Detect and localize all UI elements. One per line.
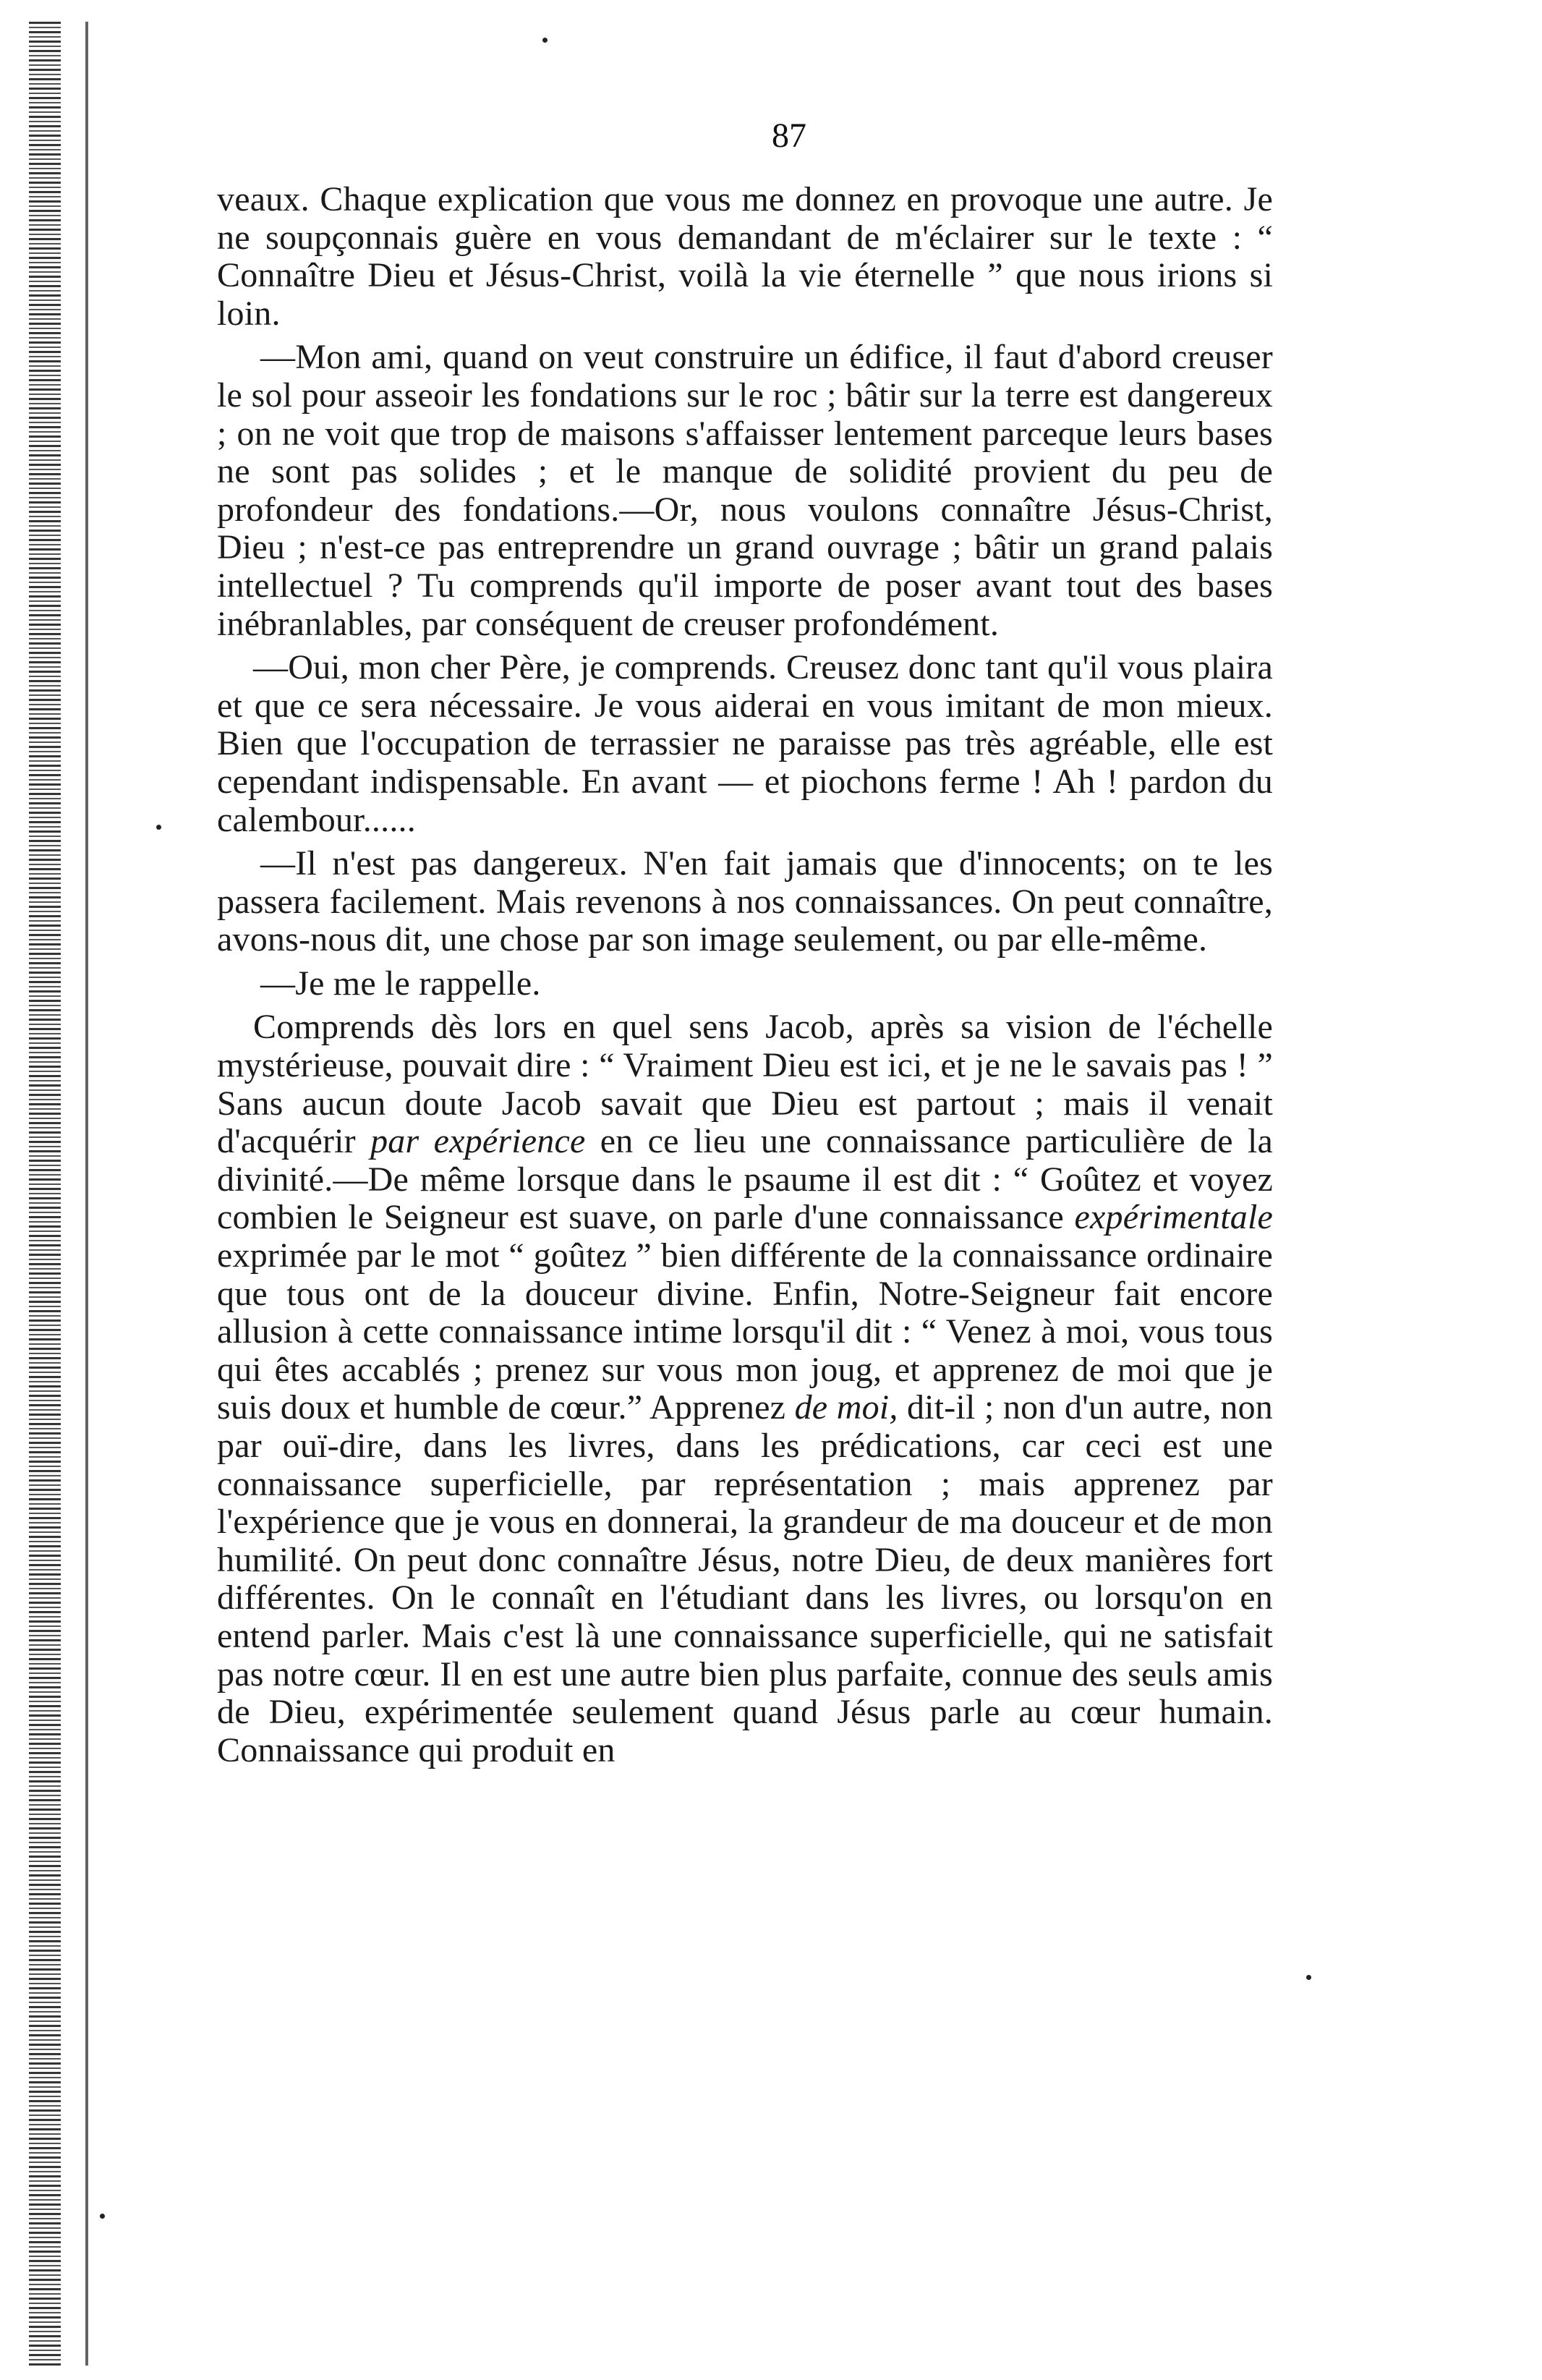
text-span: —Oui, mon cher Père, je comprends. Creusez donc tant qu'il vous plaira et que ce sera nécessaire. Je vous aiderai en vous imitant de mon mieux. Bien que l'occupation de terrassier ne paraisse pas très agréable, elle est cependant indispensable. En avant — et piochons ferme ! Ah ! pardon du calembour...... <box>217 648 1273 839</box>
paragraph <box>217 845 1273 959</box>
text-span: —Mon ami, quand on veut construire un édifice, il faut d'abord creuser le sol pour asseoir les fondations sur le roc ; bâtir sur la terre est dangereux ; on ne voit que trop de maisons s'affaisser lentement parceque leurs bases ne sont pas solides ; et le manque de solidité provient du peu de profondeur des fondations.—Or, nous voulons connaître Jésus-Christ, Dieu ; n'est-ce pas entreprendre un grand ouvrage ; bâtir un grand palais intellectuel ? Tu comprends qu'il importe de poser avant tout des bases inébranlables, par conséquent de creuser profondément. <box>217 338 1273 643</box>
text-span: dit-il ; non d'un autre, non par ouï-dire, dans les livres, dans les prédications, car ceci est une connaissance superficielle, par représentation ; mais apprenez par l'expérience que je vous en donnerai, la grandeur de ma douceur et de mon humilité. On peut donc connaître Jésus, notre Dieu, de deux manières fort différentes. On le connaît en l'étudiant dans les livres, ou lorsqu'on en entend parler. Mais c'est là une connaissance superficielle, qui ne satisfait pas notre cœur. Il en est une autre bien plus parfaite, connue des seuls amis de Dieu, expérimentée seulement quand Jésus parle au cœur humain. Connaissance qui produit en <box>217 1388 1273 1769</box>
paragraph <box>217 181 1273 333</box>
italic-text: par expérience <box>370 1122 586 1161</box>
text-span: en ce lieu une connaissance particulière de la divinité.—De même lorsque dans le psaume il est dit : “ Goûtez et voyez combien le Seigneur est suave, on parle d'une connaissance <box>217 1122 1273 1237</box>
text-span: veaux. Chaque explication que vous me donnez en provoque une autre. Je ne soupçonnais guère en vous demandant de m'éclairer sur le texte : “ Connaître Dieu et Jésus-Christ, voilà la vie éternelle ” que nous irions si loin. <box>217 180 1273 333</box>
paragraph <box>217 1008 1273 1769</box>
stray-mark <box>100 2214 105 2219</box>
text-span: —Il n'est pas dangereux. N'en fait jamais que d'innocents; on te les passera facilement. Mais revenons à nos connaissances. On peut connaître, avons-nous dit, une chose par son image seulement, ou par elle-même. <box>217 844 1273 959</box>
text-span: Comprends dès lors en quel sens Jacob, après sa vision de l'échelle mystérieuse, pouvait dire : “ Vraiment Dieu est ici, et je ne le savais pas ! ” Sans aucun doute Jacob savait que Dieu est partout ; mais il venait d'acquérir <box>217 1008 1273 1161</box>
stray-mark <box>156 825 161 830</box>
italic-text: expérimentale <box>1074 1198 1273 1237</box>
binding-edge <box>29 22 61 2366</box>
stray-mark <box>1306 1975 1311 1980</box>
binding-line <box>85 22 88 2366</box>
text-span: —Je me le rappelle. <box>260 964 541 1003</box>
paragraph <box>217 649 1273 839</box>
paragraph <box>217 965 1273 1003</box>
stray-mark <box>542 38 548 43</box>
text-span: exprimée par le mot “ goûtez ” bien différente de la connaissance ordinaire que tous ont de la douceur divine. Enfin, Notre-Seigneur fait encore allusion à cette connaissance intime lorsqu'il dit : “ Venez à moi, vous tous qui êtes accablés ; prenez sur vous mon joug, et apprenez de moi que je suis doux et humble de cœur.” Apprenez <box>217 1236 1273 1427</box>
italic-text: de moi, <box>794 1388 898 1427</box>
page-number: 87 <box>772 116 806 155</box>
body-text <box>217 181 1273 1775</box>
paragraph <box>217 339 1273 643</box>
